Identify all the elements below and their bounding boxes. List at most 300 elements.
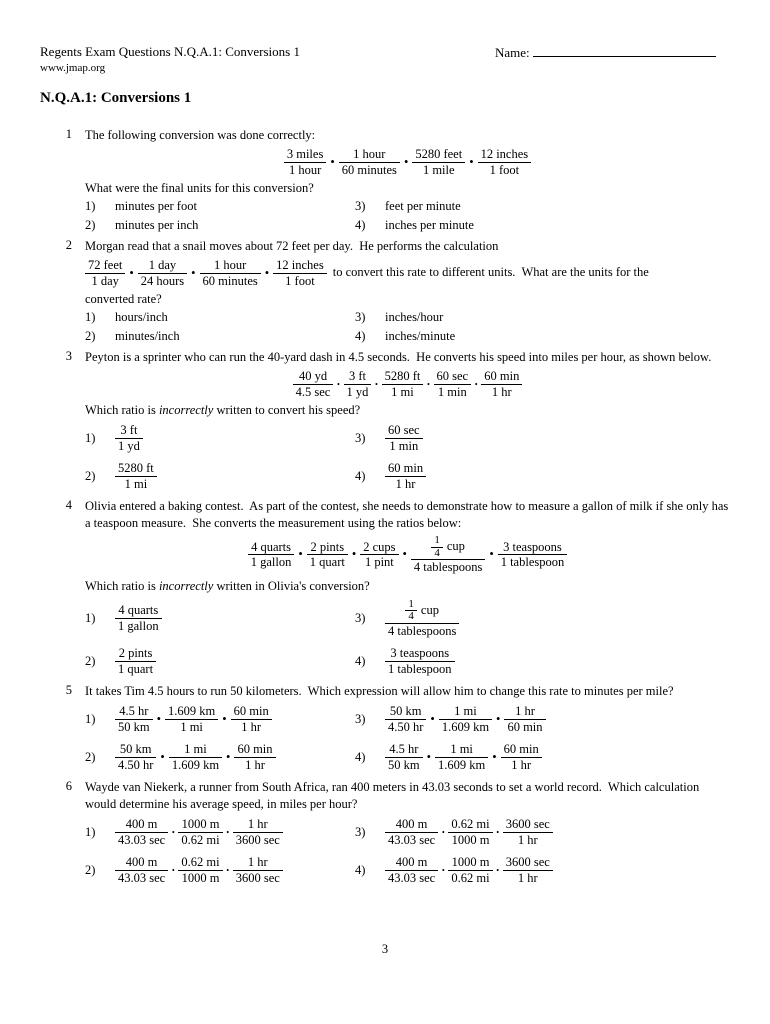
multiply-operator: • [160, 749, 165, 764]
fraction-denominator: 1 min [434, 384, 472, 400]
fraction [307, 540, 348, 570]
fraction-chain [115, 817, 283, 847]
fraction-numerator: 4 quarts [251, 539, 292, 554]
choice-label: 2) [85, 749, 96, 764]
fraction-chain [115, 855, 283, 885]
fraction [439, 704, 492, 734]
fraction-numerator: 1 mi [450, 742, 473, 757]
question-number: 3 [65, 349, 72, 363]
name-blank-line [533, 44, 716, 57]
fraction [115, 646, 156, 676]
multiply-operator: • [129, 265, 134, 280]
fraction-denominator: 4.50 hr [385, 719, 426, 735]
fraction [385, 646, 455, 676]
fraction-denominator: 4 tablespoons [411, 559, 485, 575]
fraction [339, 147, 400, 177]
choice-label: 3) [355, 824, 366, 839]
fraction-chain [115, 742, 276, 772]
multiply-operator: · [441, 862, 446, 877]
choice-text: minutes per inch [115, 218, 199, 232]
question-5 [40, 683, 730, 775]
fraction-denominator: 60 minutes [339, 162, 400, 178]
fraction-numerator: 2 cups [363, 539, 396, 554]
multiply-operator: • [492, 749, 497, 764]
question-1 [40, 127, 730, 234]
choice-text: minutes per foot [115, 199, 197, 213]
fraction [385, 855, 438, 885]
choice-4 [355, 646, 455, 676]
choice-text: hours/inch [115, 310, 168, 324]
choice-4 [355, 461, 426, 491]
question-intro [85, 683, 730, 700]
fraction-numerator: 40 yd [298, 369, 328, 383]
choice-label: 3) [355, 430, 366, 445]
fraction [200, 258, 261, 288]
fraction-denominator: 1 hr [385, 476, 426, 492]
question-6 [40, 779, 730, 888]
choice-label: 3) [355, 610, 366, 625]
fraction [233, 855, 283, 885]
page-number: 3 [381, 942, 389, 956]
fraction-chain [385, 855, 553, 885]
multiply-operator: • [402, 547, 407, 562]
fraction [169, 742, 222, 772]
multiply-operator: • [426, 749, 431, 764]
fraction-denominator: 1 yd [344, 384, 372, 400]
multiply-operator: · [225, 862, 230, 877]
fraction-denominator: 24 hours [138, 273, 187, 289]
choice-label: 1) [85, 824, 96, 839]
fraction-numerator: 400 m [395, 817, 428, 832]
fraction-chain [115, 646, 156, 676]
fraction [293, 369, 334, 399]
conversion-expression [85, 369, 730, 399]
fraction [382, 369, 424, 399]
fraction-numerator: 1000 m [451, 855, 490, 870]
fraction [234, 742, 275, 772]
fraction-numerator: 12 inches [480, 147, 529, 161]
fraction-numerator: 12 inches [276, 258, 324, 272]
fraction-chain [385, 461, 426, 491]
question-body [85, 498, 730, 679]
fraction-denominator: 1000 m [178, 870, 222, 886]
choice-label: 2) [85, 218, 96, 232]
fraction [165, 704, 218, 734]
choice-label: 1) [85, 610, 96, 625]
nested-fraction [405, 599, 417, 623]
fraction [231, 704, 272, 734]
multiply-operator: • [403, 154, 409, 169]
multiply-operator: · [441, 824, 446, 839]
fraction [385, 599, 459, 639]
question-number: 1 [65, 127, 72, 141]
fraction-chain [85, 258, 327, 288]
fraction-numerator: 3600 sec [505, 817, 550, 832]
conversion-expression [85, 258, 730, 288]
fraction [503, 817, 553, 847]
fraction-chain [284, 147, 531, 177]
fraction-denominator: 4 [431, 547, 443, 560]
fraction-chain [115, 461, 157, 491]
choice-2 [85, 646, 156, 676]
text: What were the final units for this conversion? [85, 181, 314, 195]
choice-4 [355, 742, 542, 772]
choice-label: 3) [355, 310, 366, 324]
fraction-numerator: 1 hr [247, 817, 268, 832]
fraction-numerator: 2 pints [118, 646, 153, 661]
choice-1 [85, 603, 162, 633]
question-prompt [85, 180, 730, 197]
choice-1 [85, 198, 197, 215]
fraction-denominator: 60 min [504, 719, 545, 735]
fraction [385, 461, 426, 491]
text: written in Olivia's conversion? [213, 578, 370, 593]
choice-3 [355, 704, 546, 734]
fraction-numerator: 1000 m [181, 817, 220, 832]
text: Peyton is a sprinter who can run the 40-yard dash in 4.5 seconds. He converts his speed into miles per hour, as shown below. [85, 350, 712, 364]
fraction-numerator: 50 km [389, 704, 422, 719]
fraction-numerator: 1.609 km [168, 704, 216, 719]
choice-3 [355, 599, 459, 639]
fraction-numerator: 3 ft [348, 369, 366, 383]
page-heading: N.Q.A.1: Conversions 1 [40, 90, 192, 106]
multiply-operator: • [351, 547, 357, 562]
fraction-denominator: 0.62 mi [178, 832, 222, 848]
fraction [115, 603, 162, 633]
question-body [85, 238, 730, 345]
question-intro [85, 349, 730, 366]
fraction [115, 704, 153, 734]
fraction-chain [115, 423, 143, 453]
choice-1 [85, 704, 272, 734]
fraction-numerator: 50 km [119, 742, 152, 757]
choice-label: 2) [85, 468, 96, 483]
multiply-operator: · [171, 824, 176, 839]
fraction-numerator: 60 min [503, 742, 539, 757]
fraction-numerator: 5280 feet [415, 147, 463, 161]
question-body [85, 349, 730, 494]
fraction [435, 742, 488, 772]
multiply-operator: · [495, 824, 500, 839]
fraction-numerator: 400 m [125, 817, 158, 832]
fraction-numerator: 72 feet [88, 258, 123, 272]
fraction-denominator: 1.609 km [439, 719, 492, 735]
choice-text: inches per minute [385, 218, 474, 232]
fraction-chain [115, 704, 272, 734]
choice-label: 4) [355, 749, 366, 764]
fraction-chain [385, 742, 542, 772]
fraction [115, 817, 168, 847]
multiply-operator: • [430, 711, 435, 726]
answer-choices [85, 198, 730, 234]
fraction-denominator: 1000 m [448, 832, 492, 848]
multiply-operator: · [374, 376, 379, 391]
multiply-operator: • [469, 154, 474, 169]
choice-text: inches/minute [385, 329, 456, 343]
fraction-numerator: 400 m [395, 855, 428, 870]
choice-label: 1) [85, 711, 96, 726]
multiply-operator: • [191, 265, 196, 280]
fraction [360, 540, 398, 570]
multiply-operator: · [171, 862, 176, 877]
fraction-numerator: 3 teaspoons [390, 646, 450, 661]
fraction [178, 855, 222, 885]
choice-label: 4) [355, 329, 366, 343]
fraction [115, 461, 157, 491]
question-intro [85, 238, 730, 255]
fraction-chain [293, 369, 523, 399]
fraction-denominator: 1 quart [115, 661, 156, 677]
choice-label: 2) [85, 329, 96, 343]
fraction-numerator: 3 miles [286, 147, 324, 161]
questions-list [40, 127, 730, 888]
choice-label: 3) [355, 199, 366, 213]
fraction-numerator: 1 mi [454, 704, 477, 719]
fraction-numerator: 1 [408, 597, 414, 610]
question-body [85, 127, 730, 234]
choice-3 [355, 817, 553, 847]
choice-4 [355, 855, 553, 885]
multiply-operator: • [156, 711, 161, 726]
question-body [85, 683, 730, 775]
fraction [85, 258, 125, 288]
fraction-numerator: $\frac{1}{4}$ cup [411, 535, 485, 559]
answer-choices [85, 814, 730, 888]
fraction-denominator: 60 minutes [200, 273, 261, 289]
italic-text: incorrectly [158, 578, 214, 593]
fraction-denominator: 1 foot [478, 162, 532, 178]
multiply-operator: · [474, 376, 479, 391]
fraction-denominator: 1 mi [115, 476, 157, 492]
fraction [498, 540, 568, 570]
fraction-numerator: 60 min [484, 369, 520, 383]
answer-choices [85, 596, 730, 680]
fraction-numerator: 5280 ft [118, 461, 154, 475]
multiply-operator: • [222, 711, 227, 726]
fraction [411, 535, 485, 575]
text: Olivia entered a baking contest. As part of the contest, she needs to demonstrate how to measure a gallon of milk if she only has a teaspoon measure. She converts the measurement using the ratios below: [85, 499, 729, 530]
fraction [412, 147, 465, 177]
question-number: 4 [65, 498, 72, 512]
fraction-numerator: 1 day [148, 258, 177, 272]
fraction-denominator: 1 tablespoon [498, 554, 568, 570]
fraction-denominator: 43.03 sec [115, 832, 168, 848]
fraction [344, 369, 372, 399]
fraction-denominator: 1 pint [360, 554, 398, 570]
fraction-denominator: 43.03 sec [385, 832, 438, 848]
answer-choices [85, 701, 730, 775]
fraction-denominator: 1.609 km [435, 757, 488, 773]
fraction-numerator: 4.5 hr [119, 704, 149, 719]
text: The following conversion was done correctly: [85, 128, 316, 142]
multiply-operator: · [225, 824, 230, 839]
fraction-numerator: 0.62 mi [181, 855, 220, 870]
fraction-denominator: 1 day [85, 273, 125, 289]
text: Wayde van Niekerk, a runner from South Africa, ran 400 meters in 43.03 seconds to set a world record. Which calculation would determine his average speed, in miles per hour? [85, 780, 700, 812]
question-2 [40, 238, 730, 345]
fraction-denominator: 3600 sec [233, 832, 283, 848]
fraction-numerator: 5280 ft [384, 369, 421, 383]
fraction-denominator: 43.03 sec [115, 870, 168, 886]
choice-label: 1) [85, 199, 96, 213]
fraction-denominator: 1 hr [503, 870, 553, 886]
fraction-numerator: 60 sec [436, 369, 469, 383]
question-intro [85, 127, 730, 144]
fraction [385, 423, 423, 453]
choice-3 [355, 423, 423, 453]
choice-label: 1) [85, 310, 96, 324]
choice-label: 4) [355, 653, 366, 668]
fraction [138, 258, 187, 288]
fraction-numerator: 1 hour [353, 147, 386, 161]
choice-label: 4) [355, 218, 366, 232]
choice-text: feet per minute [385, 199, 461, 213]
fraction [233, 817, 283, 847]
header [40, 44, 730, 74]
fraction-denominator: 1 tablespoon [385, 661, 455, 677]
fraction [481, 369, 522, 399]
fraction-denominator: 1 min [385, 438, 423, 454]
fraction-denominator: 43.03 sec [385, 870, 438, 886]
text: It takes Tim 4.5 hours to run 50 kilometers. Which expression will allow him to change this rate to minutes per mile? [85, 684, 674, 699]
fraction-numerator: 60 sec [388, 423, 420, 437]
fraction [501, 742, 542, 772]
fraction [504, 704, 545, 734]
fraction-denominator: 1 gallon [115, 618, 162, 634]
fraction-denominator: 0.62 mi [448, 870, 492, 886]
choice-4 [355, 328, 455, 345]
choice-label: 4) [355, 468, 366, 483]
fraction-denominator: 1 hr [503, 832, 553, 848]
choice-4 [355, 217, 474, 234]
choice-2 [85, 855, 283, 885]
fraction [115, 855, 168, 885]
question-number: 6 [65, 779, 72, 794]
fraction-denominator: 1 hour [284, 162, 326, 178]
fraction-numerator: 400 m [125, 855, 158, 870]
fraction [385, 817, 438, 847]
question-number: 2 [65, 238, 72, 252]
fraction-denominator: 1 gallon [248, 554, 295, 570]
text: Which ratio is [85, 403, 159, 417]
text: written to convert his speed? [213, 403, 361, 417]
fraction-denominator: 1.609 km [169, 757, 222, 773]
fraction-denominator: 1 hr [501, 757, 542, 773]
question-number: 5 [65, 683, 72, 698]
fraction [273, 258, 327, 288]
multiply-operator: · [426, 376, 431, 391]
fraction-numerator: 0.62 mi [451, 817, 490, 832]
fraction [448, 855, 492, 885]
header-left [40, 44, 495, 74]
fraction-numerator: 2 pints [310, 539, 345, 554]
multiply-operator: • [264, 265, 270, 280]
fraction [385, 704, 426, 734]
fraction-denominator: 4.50 hr [115, 757, 156, 773]
answer-choices [85, 309, 730, 345]
fraction-numerator: 1 hr [515, 704, 535, 719]
question-body [85, 779, 730, 888]
question-intro [85, 779, 730, 813]
document-title: Regents Exam Questions N.Q.A.1: Conversions 1 [40, 44, 300, 59]
fraction-numerator: 4.5 hr [389, 742, 419, 757]
fraction-denominator: 3600 sec [233, 870, 283, 886]
italic-text: incorrectly [158, 403, 214, 417]
fraction-chain [385, 423, 423, 453]
choice-2 [85, 742, 276, 772]
multiply-operator: • [496, 711, 501, 726]
fraction-numerator: 60 min [388, 461, 424, 475]
fraction-chain [115, 603, 162, 633]
choice-label: 4) [355, 862, 366, 877]
fraction-denominator: 1 quart [307, 554, 348, 570]
fraction [178, 817, 222, 847]
question-prompt [85, 291, 730, 308]
multiply-operator: • [489, 547, 494, 562]
conversion-expression [85, 535, 730, 575]
multiply-operator: · [336, 376, 341, 391]
fraction-numerator: 1 hr [247, 855, 268, 870]
nested-fraction [431, 535, 443, 559]
choice-label: 3) [355, 711, 366, 726]
choice-2 [85, 461, 157, 491]
multiply-operator: • [226, 749, 231, 764]
fraction-denominator: 4.5 sec [293, 384, 334, 400]
fraction-numerator: 3 ft [120, 423, 138, 437]
site-url: www.jmap.org [40, 62, 106, 74]
fraction [503, 855, 553, 885]
fraction [115, 742, 156, 772]
fraction-denominator: 1 hr [231, 719, 272, 735]
fraction-chain [385, 599, 459, 639]
fraction-denominator: 50 km [385, 757, 423, 773]
fraction [248, 540, 295, 570]
multiply-operator: · [495, 862, 500, 877]
fraction-chain [385, 704, 546, 734]
fraction-chain [248, 534, 568, 575]
fraction-denominator: 1 mi [382, 384, 424, 400]
conversion-expression [85, 147, 730, 177]
name-label: Name: [495, 45, 530, 60]
choice-label: 2) [85, 862, 96, 877]
choice-text: minutes/inch [115, 329, 180, 343]
fraction [434, 369, 472, 399]
question-prompt [85, 578, 730, 595]
question-4 [40, 498, 730, 679]
choice-3 [355, 198, 461, 215]
choice-label: 2) [85, 653, 96, 668]
text: Which ratio is [85, 578, 159, 593]
fraction-chain [385, 817, 553, 847]
choice-3 [355, 309, 443, 326]
fraction-numerator: 4 quarts [118, 603, 159, 618]
fraction-denominator: 50 km [115, 719, 153, 735]
multiply-operator: • [330, 154, 335, 169]
fraction-denominator: 1 hr [234, 757, 275, 773]
text: Morgan read that a snail moves about 72 feet per day. He performs the calculation [85, 239, 499, 253]
choice-2 [85, 328, 180, 345]
choice-1 [85, 423, 143, 453]
fraction-numerator: 1 hour [214, 258, 247, 272]
question-prompt [85, 402, 730, 419]
fraction-numerator: 1 [434, 534, 440, 546]
multiply-operator: • [298, 547, 303, 562]
answer-choices [85, 420, 730, 494]
expression-trailing-text: to convert this rate to different units. What are the units for the [332, 264, 649, 279]
choice-text: inches/hour [385, 310, 444, 324]
question-3 [40, 349, 730, 494]
fraction [284, 147, 326, 177]
